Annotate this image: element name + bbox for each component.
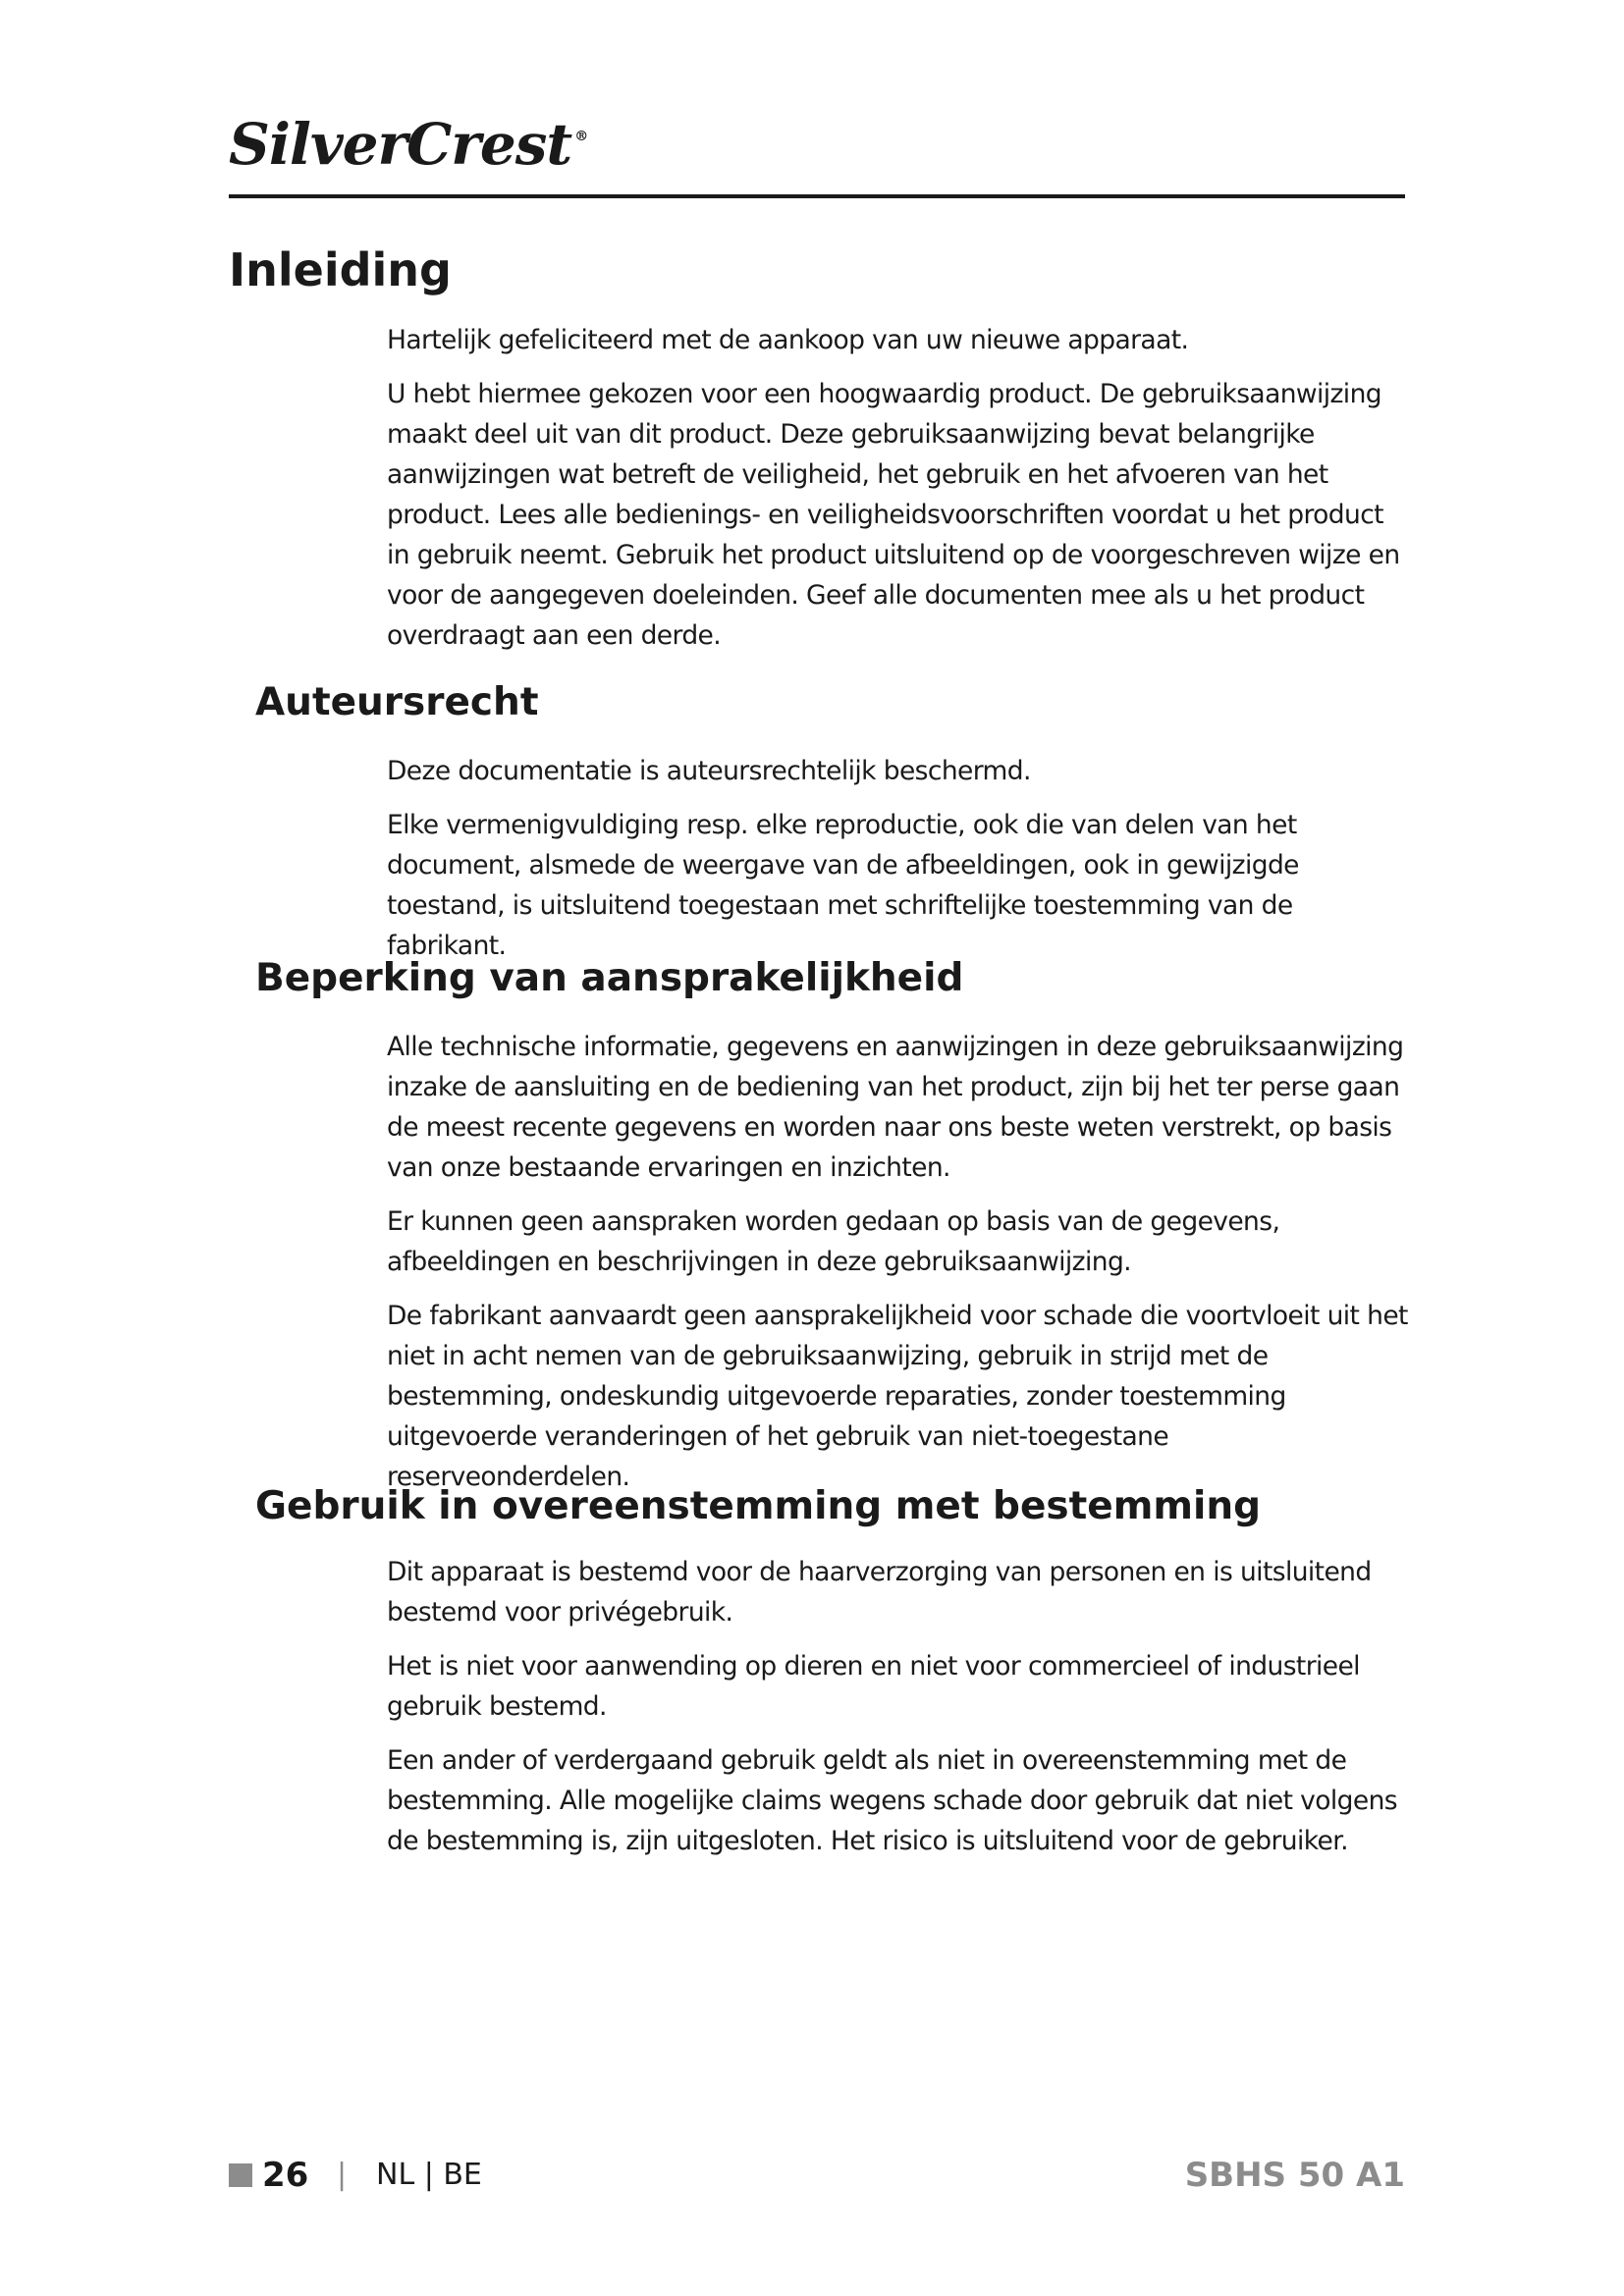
language-code: NL | BE xyxy=(376,2158,482,2192)
model-number: SBHS 50 A1 xyxy=(1184,2156,1405,2195)
paragraph: U hebt hiermee gekozen voor een hoogwaardig product. De gebruiksaanwijzing maakt deel uit van dit product. Deze gebruiksaanwijzing bevat belangrijke aanwijzingen wat betreft de veiligheid, het gebruik en het afvoeren van het product. Lees alle bedienings- en veiligheidsvoorschriften voordat u het product in gebruik neemt. Gebruik het product uitsluitend op de voorgeschreven wijze en voor de aangegeven doeleinden. Geef alle documenten mee als u het product overdraagt aan een derde. xyxy=(387,379,1400,651)
section-intended-use xyxy=(387,1552,1408,1875)
paragraph: Hartelijk gefeliciteerd met de aankoop van uw nieuwe apparaat. xyxy=(387,325,1189,355)
brand-name: SilverCrest xyxy=(229,111,572,178)
section-copyright xyxy=(387,751,1408,980)
paragraph: Deze documentatie is auteursrechtelijk beschermd. xyxy=(387,756,1031,786)
section-liability xyxy=(387,1027,1408,1511)
paragraph: Alle technische informatie, gegevens en aanwijzingen in deze gebruiksaanwijzing inzake de aansluiting en de bediening van het product, zijn bij het ter perse gaan de meest recente gegevens en worden naar ons beste weten verstrekt, op basis van onze bestaande ervaringen en inzichten. xyxy=(387,1032,1404,1183)
paragraph: De fabrikant aanvaardt geen aansprakelijkheid voor schade die voortvloeit uit het niet in acht nemen van de gebruiksaanwijzing, gebruik in strijd met de bestemming, ondeskundig uitgevoerde reparaties, zonder toestemming uitgevoerde veranderingen of het gebruik van niet-toegestane reserveonderdelen. xyxy=(387,1301,1408,1492)
section-introduction xyxy=(387,320,1408,669)
paragraph: Een ander of verdergaand gebruik geldt als niet in overeenstemming met de bestemming. Alle mogelijke claims wegens schade door gebruik dat niet volgens de bestemming is, zijn uitgesloten. Het risico is uitsluitend voor de gebruiker. xyxy=(387,1745,1397,1856)
section-title-liability: Beperking van aansprakelijkheid xyxy=(255,956,964,1000)
section-title-intended-use: Gebruik in overeenstemming met bestemming xyxy=(255,1484,1262,1528)
page-marker-square xyxy=(229,2163,252,2187)
section-title-introduction: Inleiding xyxy=(229,243,452,296)
section-title-copyright: Auteursrecht xyxy=(255,680,539,724)
paragraph: Er kunnen geen aanspraken worden gedaan op basis van de gegevens, afbeeldingen en beschrijvingen in deze gebruiksaanwijzing. xyxy=(387,1206,1280,1277)
paragraph: Elke vermenigvuldiging resp. elke reproductie, ook die van delen van het document, alsmede de weergave van de afbeeldingen, ook in gewijzigde toestand, is uitsluitend toegestaan met schriftelijke toestemming van de fabrikant. xyxy=(387,810,1299,961)
footer-separator: | xyxy=(337,2158,348,2192)
paragraph: Het is niet voor aanwending op dieren en niet voor commercieel of industrieel gebruik bestemd. xyxy=(387,1651,1360,1722)
page-number: 26 xyxy=(262,2156,309,2195)
paragraph: Dit apparaat is bestemd voor de haarverzorging van personen en is uitsluitend bestemd voor privégebruik. xyxy=(387,1557,1372,1628)
registered-mark: ® xyxy=(574,129,588,144)
page-footer xyxy=(229,2154,1405,2197)
header-divider xyxy=(229,194,1405,198)
brand-logo xyxy=(229,111,588,178)
